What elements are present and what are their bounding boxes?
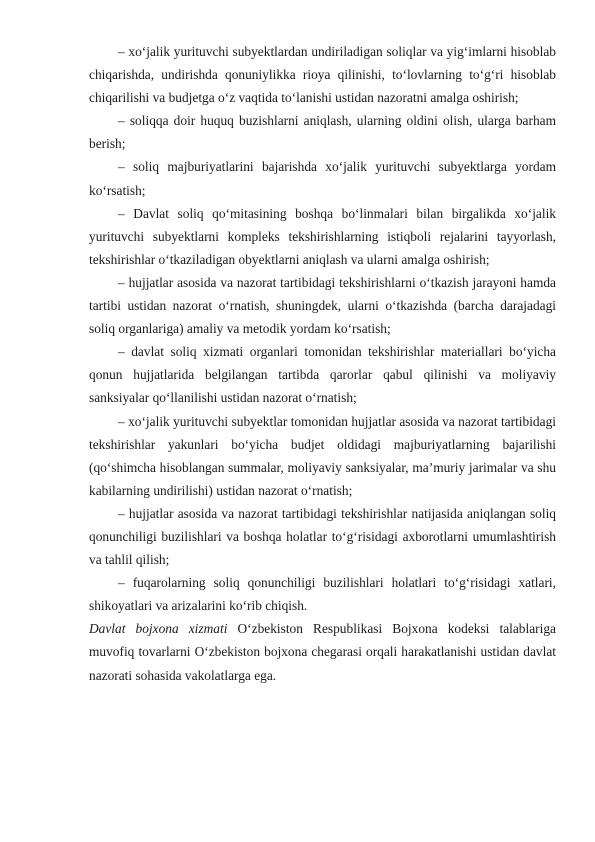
- list-item: [89, 271, 556, 340]
- list-item: [89, 109, 556, 155]
- list-dash: –: [118, 505, 125, 521]
- list-item: [89, 202, 556, 271]
- list-item: [89, 340, 556, 409]
- closing-text: O‘zbekiston Respublikasi Bojxona kodeksi talablariga muvofiq tovarlarni O‘zbekiston bojxona chegarasi orqali harakatlanishi ustidan davlat nazorati sohasida vakolatlarga ega.: [89, 621, 556, 683]
- list-dash: –: [118, 113, 125, 129]
- list-item-text: hujjatlar asosida va nazorat tartibidagi tekshirishlarni o‘tkazish jarayoni hamda tartibi ustidan nazorat o‘rnatish, shuningdek, ularni o‘tkazishda (barcha darajadagi soliq organlariga) amaliy va metodik yordam ko‘rsatish;: [89, 274, 556, 337]
- list-dash: –: [118, 44, 125, 59]
- list-dash: –: [118, 205, 125, 221]
- list-dash: –: [118, 274, 125, 290]
- closing-paragraph: [89, 617, 556, 686]
- list-item-text: fuqarolarning soliq qonunchiligi buzilishlari holatlari to‘g‘risidagi xatlari, shikoyatlari va arizalarini ko‘rib chiqish.: [89, 575, 556, 614]
- list-item-text: xo‘jalik yurituvchi subyektlar tomonidan hujjatlar asosida va nazorat tartibidagi tekshirishlar yakunlari bo‘yicha budjet oldidagi majburiyatlarning bajarilishi (qo‘shimcha hisoblangan summalar, moliyaviy sanksiyalar, ma’muriy jarimalar va shu kabilarning undirilishi) ustidan nazorat o‘rnatish;: [89, 413, 556, 498]
- list-item: [89, 40, 556, 109]
- list-item: [89, 502, 556, 571]
- list-dash: –: [118, 575, 125, 591]
- list-item-text: soliqqa doir huquq buzishlarni aniqlash, ularning oldini olish, ularga barham berish;: [89, 113, 556, 152]
- list-item-text: davlat soliq xizmati organlari tomonidan tekshirishlar materiallari bo‘yicha qonun hujjatlarida belgilangan tartibda qarorlar qabul qilinishi va moliyaviy sanksiyalar qo‘llanilishi ustidan nazorat o‘rnatish;: [89, 344, 556, 406]
- defined-term: Davlat bojxona xizmati: [89, 621, 228, 637]
- list-item: [89, 155, 556, 201]
- list-item-text: hujjatlar asosida va nazorat tartibidagi tekshirishlar natijasida aniqlangan soliq qonunchiligi buzilishlari va boshqa holatlar to‘g‘risidagi axborotlarni umumlashtirish va tahlil qilish;: [89, 505, 556, 568]
- list-item-text: xo‘jalik yurituvchi subyektlardan undiriladigan soliqlar va yig‘imlarni hisoblab chiqarishda, undirishda qonuniylikka rioya qilinishi, to‘lovlarning to‘g‘ri hisoblab chiqarilishi va budjetga o‘z vaqtida to‘lanishi ustidan nazoratni amalga oshirish;: [89, 44, 556, 106]
- list-dash: –: [118, 344, 125, 360]
- list-item-text: soliq majburiyatlarini bajarishda xo‘jalik yurituvchi subyektlarga yordam ko‘rsatish;: [89, 159, 556, 198]
- list-item: [89, 571, 556, 617]
- document-body: [89, 40, 556, 687]
- list-item-text: Davlat soliq qo‘mitasining boshqa bo‘linmalari bilan birgalikda xo‘jalik yurituvchi subyektlarni kompleks tekshirishlarning istiqboli rejalarini tayyorlash, tekshirishlar o‘tkaziladigan obyektlarni aniqlash va ularni amalga oshirish;: [89, 205, 556, 267]
- list-dash: –: [118, 413, 125, 429]
- list-dash: –: [118, 159, 125, 175]
- list-item: [89, 410, 556, 502]
